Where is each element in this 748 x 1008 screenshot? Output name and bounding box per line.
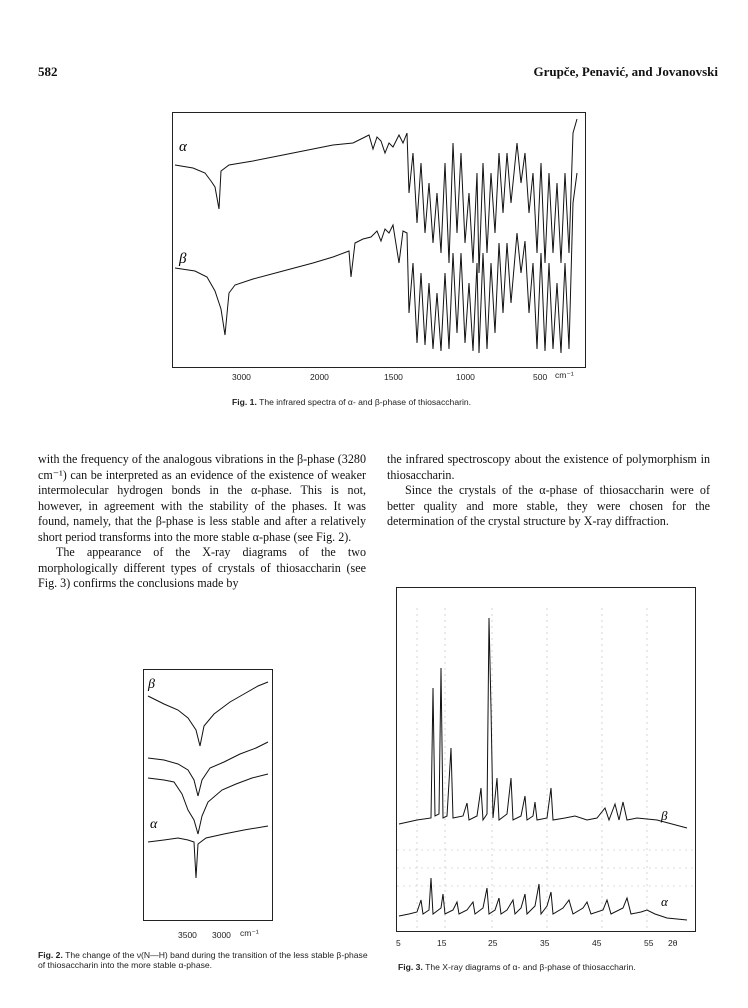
figure-2-trace-3 (148, 774, 268, 834)
figure-2-tick-3500: 3500 (178, 930, 197, 940)
figure-2-trace-1 (148, 682, 268, 746)
right-column-text (387, 452, 710, 530)
figure-3-tick-15: 15 (437, 938, 447, 948)
figure-1-caption-text: The infrared spectra of α- and β-phase of thiosaccharin. (259, 397, 472, 407)
figure-3-tick-two-theta: 2θ (668, 938, 678, 948)
figure-1-tick-1500: 1500 (384, 372, 403, 382)
figure-1-tick-1000: 1000 (456, 372, 475, 382)
figure-3-tick-5: 5 (396, 938, 401, 948)
figure-1-caption (232, 397, 552, 407)
figure-3-tick-25: 25 (488, 938, 498, 948)
figure-2-plot (144, 670, 272, 920)
figure-1-plot (173, 113, 585, 367)
left-paragraph-2: The appearance of the X-ray diagrams of the two morphologically different types of crystals of thiosaccharin (see Fig. 3) confirms the conclusions made by (38, 545, 366, 590)
figure-2-trace-2 (148, 742, 268, 796)
figure-2-trace-4 (148, 826, 268, 878)
figure-1-beta-trace (175, 173, 577, 353)
page-number: 582 (38, 64, 58, 79)
figure-1-tick-3000: 3000 (232, 372, 251, 382)
figure-3-xray-diagrams (396, 587, 696, 932)
figure-3-alpha-label: α (661, 894, 668, 909)
running-head: Grupče, Penavić, and Jovanovski (533, 64, 718, 79)
figure-1-beta-label: β (179, 251, 187, 267)
figure-1-tick-500: 500 (533, 372, 548, 382)
figure-3-tick-45: 45 (592, 938, 602, 948)
figure-3-beta-trace (399, 618, 687, 828)
figure-2-tick-unit: cm⁻¹ (240, 928, 259, 938)
figure-3-grid (397, 608, 695, 928)
figure-3-tick-35: 35 (540, 938, 550, 948)
figure-3-caption (398, 962, 698, 972)
figure-3-tick-55: 55 (644, 938, 654, 948)
left-paragraph-1: with the frequency of the analogous vibrations in the β-phase (3280 cm⁻¹) can be interpreted as an evidence of the existence of weaker intermolecular hydrogen bonds in the α-phase. This is not, however, in agreement with the stability of the phases. It was found, namely, that the β-phase is less stable and after a relatively short period transforms into the more stable α-phase (see Fig. 2). (38, 452, 366, 544)
figure-2-caption-label: Fig. 2. (38, 950, 63, 960)
figure-2-alpha-label: α (150, 817, 158, 832)
figure-1-alpha-label: α (179, 139, 187, 155)
figure-3-caption-label: Fig. 3. (398, 962, 423, 972)
figure-2-nh-band (143, 669, 273, 921)
figure-2-caption-text: The change of the ν(N—H) band during the transition of the less stable β-phase of thiosaccharin into the more stable α-phase. (38, 950, 368, 970)
figure-3-caption-text: The X-ray diagrams of α- and β-phase of thiosaccharin. (425, 962, 636, 972)
figure-1-alpha-trace (175, 119, 577, 273)
figure-1-caption-label: Fig. 1. (232, 397, 257, 407)
figure-3-alpha-trace (399, 878, 687, 920)
right-paragraph-2: Since the crystals of the α-phase of thiosaccharin were of better quality and more stable, they were chosen for the determination of the crystal structure by X-ray diffraction. (387, 483, 710, 528)
figure-3-plot (397, 588, 695, 931)
figure-1-tick-unit: cm⁻¹ (555, 370, 574, 380)
figure-2-caption (38, 950, 368, 970)
figure-2-beta-label: β (148, 677, 155, 692)
figure-1-tick-2000: 2000 (310, 372, 329, 382)
figure-1-ir-spectra (172, 112, 586, 368)
right-paragraph-1: the infrared spectroscopy about the existence of polymorphism in thiosaccharin. (387, 452, 710, 482)
left-column-text (38, 452, 366, 592)
figure-2-tick-3000: 3000 (212, 930, 231, 940)
figure-3-beta-label: β (661, 808, 668, 823)
